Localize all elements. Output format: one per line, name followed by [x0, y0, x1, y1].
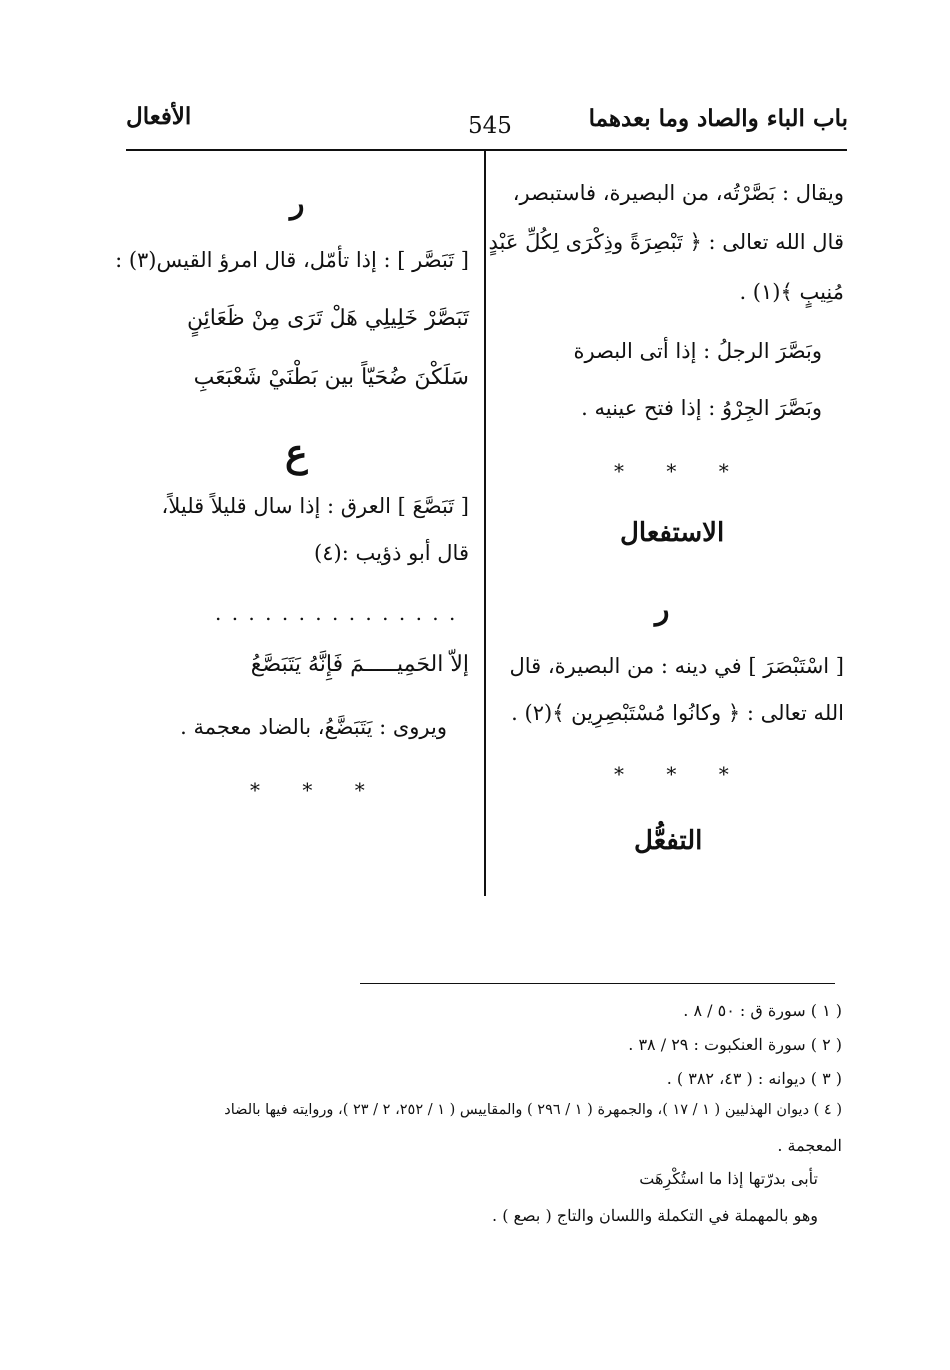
section-heading: التفعُّل	[634, 826, 703, 856]
header-divider	[126, 149, 847, 151]
text-line: [ تَبَصَّر ] : إذا تأمّل، قال امرؤ القيس(٣) :	[115, 248, 469, 272]
footnote-continuation: وهو بالمهملة في التكملة واللسان والتاج ( بصع ) .	[492, 1206, 818, 1225]
footnote: ( ٤ ) ديوان الهذليين ( ١ / ١٧ )، والجمهرة ( ١ / ٢٩٦ ) والمقاييس ( ١ / ٢٥٢، ٢ / ٢٣ )، وروايته فيها بالضاد	[224, 1102, 842, 1118]
footnote-divider	[360, 983, 835, 984]
text-line: ويروى : يَتَبَضَّعُ، بالضاد معجمة .	[180, 715, 447, 739]
text-line: قال أبو ذؤيب :(٤)	[314, 541, 469, 565]
column-divider	[484, 151, 486, 896]
text-line: ويقال : بَصَّرْتُه، من البصيرة، فاستبصر،	[512, 181, 844, 205]
root-letter-heading: ر	[290, 186, 305, 221]
verse-line: تَبَصَّرْ خَلِيلِي هَلْ تَرَى مِنْ ظَعَائِنٍ	[186, 306, 469, 331]
footnote-verse: تأبى بدرّتها إذا ما استُكْرِهَت	[639, 1169, 818, 1188]
text-line: [ اسْتَبْصَرَ ] في دينه : من البصيرة، قال	[509, 654, 844, 678]
text-line: وبَصَّرَ الجِرْوُ : إذا فتح عينيه .	[581, 396, 822, 420]
text-line: الله تعالى : ﴿ وكانُوا مُسْتَبْصِرِين ﴾(٢) .	[511, 701, 844, 725]
header-section-title: الأفعال	[126, 103, 192, 130]
footnote: ( ٢ ) سورة العنكبوت : ٢٩ / ٣٨ .	[628, 1035, 842, 1054]
section-heading: الاستفعال	[620, 518, 725, 548]
footnote: ( ٣ ) ديوانه : ( ٤٣، ٣٨٢ ) .	[666, 1069, 842, 1088]
text-line: [ تَبَصَّعَ ] العرق : إذا سال قليلاً قليلاً،	[161, 494, 469, 518]
section-separator-stars: * * *	[250, 778, 383, 802]
verse-ellipsis: . . . . . . . . . . . . . . .	[215, 601, 458, 625]
text-line: مُنِيبٍ ﴾(١) .	[739, 280, 844, 304]
footnote: ( ١ ) سورة ق : ٥٠ / ٨ .	[683, 1001, 842, 1020]
verse-line: إلاّ الحَمِيـــــمَ فَإِنَّهُ يَتَبَصَّعُ	[250, 652, 469, 677]
section-separator-stars: * * *	[614, 459, 747, 483]
header-chapter-title: باب الباء والصاد وما بعدهما	[588, 105, 848, 132]
text-line: قال الله تعالى : ﴿ تَبْصِرَةً وذِكْرَى لِكُلِّ عَبْدٍ	[488, 230, 844, 254]
page-number: 545	[468, 113, 512, 139]
section-separator-stars: * * *	[614, 762, 747, 786]
root-letter-heading: ع	[285, 430, 308, 475]
footnote-continuation: المعجمة .	[777, 1136, 842, 1155]
text-line: وبَصَّرَ الرجلُ : إذا أتى البصرة	[573, 339, 822, 363]
root-letter-heading: ر	[655, 592, 670, 627]
verse-line: سَلَكْنَ ضُحَيّاً بين بَطْنَيْ شَعْبَعَبِ	[193, 365, 469, 390]
